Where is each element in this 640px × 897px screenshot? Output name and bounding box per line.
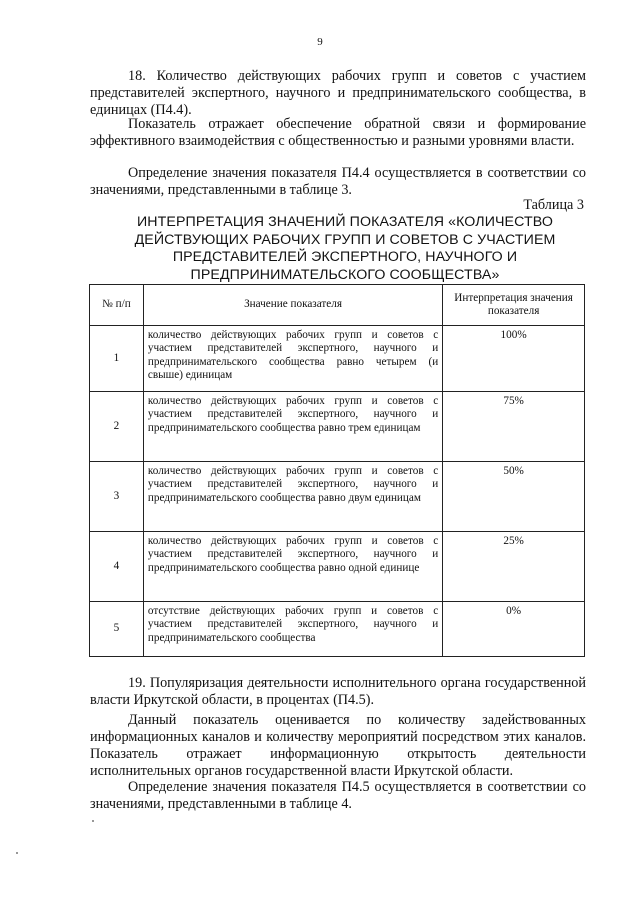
table-row <box>90 326 585 392</box>
row-description: количество действующих рабочих групп и советов с участием представителей экспертного, научного и предпринимательского сообщества равно трем единицам <box>143 392 442 462</box>
row-num: 1 <box>90 326 144 392</box>
page-number: 9 <box>317 36 323 48</box>
table-title: ИНТЕРПРЕТАЦИЯ ЗНАЧЕНИЙ ПОКАЗАТЕЛЯ «КОЛИЧЕСТВО ДЕЙСТВУЮЩИХ РАБОЧИХ ГРУПП И СОВЕТОВ С УЧАСТИЕМ ПРЕДСТАВИТЕЛЕЙ ЭКСПЕРТНОГО, НАУЧНОГО И ПРЕДПРИНИМАТЕЛЬСКОГО СООБЩЕСТВА» <box>134 214 556 283</box>
row-description: отсутствие действующих рабочих групп и советов с участием представителей экспертного, научного и предпринимательского сообщества <box>143 602 442 657</box>
table-caption: Таблица 3 <box>523 197 584 213</box>
row-num: 2 <box>90 392 144 462</box>
header-value: Значение показателя <box>143 285 442 326</box>
row-num: 5 <box>90 602 144 657</box>
header-num: № п/п <box>90 285 144 326</box>
header-interpretation: Интерпретация значения показателя <box>443 285 585 326</box>
section-18-paragraph-2: Определение значения показателя П4.4 осуществляется в соответствии со значениями, представленными в таблице 3. <box>90 165 586 198</box>
row-interpretation: 25% <box>443 532 585 602</box>
scan-speck <box>92 820 94 822</box>
table-row <box>90 462 585 532</box>
row-description: количество действующих рабочих групп и советов с участием представителей экспертного, научного и предпринимательского сообщества равно четырем (и свыше) единицам <box>143 326 442 392</box>
interpretation-table <box>89 284 585 657</box>
row-description: количество действующих рабочих групп и советов с участием представителей экспертного, научного и предпринимательского сообщества равно одной единице <box>143 532 442 602</box>
row-num: 4 <box>90 532 144 602</box>
row-interpretation: 0% <box>443 602 585 657</box>
table-row <box>90 392 585 462</box>
row-interpretation: 75% <box>443 392 585 462</box>
table-row <box>90 602 585 657</box>
table-header-row <box>90 285 585 326</box>
section-18-heading: 18. Количество действующих рабочих групп и советов с участием представителей экспертного, научного и предпринимательского сообщества, в единицах (П4.4). <box>90 68 586 118</box>
section-19-paragraph-1: Данный показатель оценивается по количеству задействованных информационных каналов и количеству мероприятий посредством этих каналов. Показатель отражает информационную открытость деятельности исполнительных органов государственной власти Иркутской области. <box>90 712 586 779</box>
scan-speck <box>16 852 18 854</box>
row-num: 3 <box>90 462 144 532</box>
table-row <box>90 532 585 602</box>
row-interpretation: 100% <box>443 326 585 392</box>
section-19-paragraph-2: Определение значения показателя П4.5 осуществляется в соответствии со значениями, представленными в таблице 4. <box>90 779 586 812</box>
section-18-paragraph-1: Показатель отражает обеспечение обратной связи и формирование эффективного взаимодействия с общественностью и разными уровнями власти. <box>90 116 586 149</box>
section-19-heading: 19. Популяризация деятельности исполнительного органа государственной власти Иркутской области, в процентах (П4.5). <box>90 675 586 708</box>
row-interpretation: 50% <box>443 462 585 532</box>
row-description: количество действующих рабочих групп и советов с участием представителей экспертного, научного и предпринимательского сообщества равно двум единицам <box>143 462 442 532</box>
